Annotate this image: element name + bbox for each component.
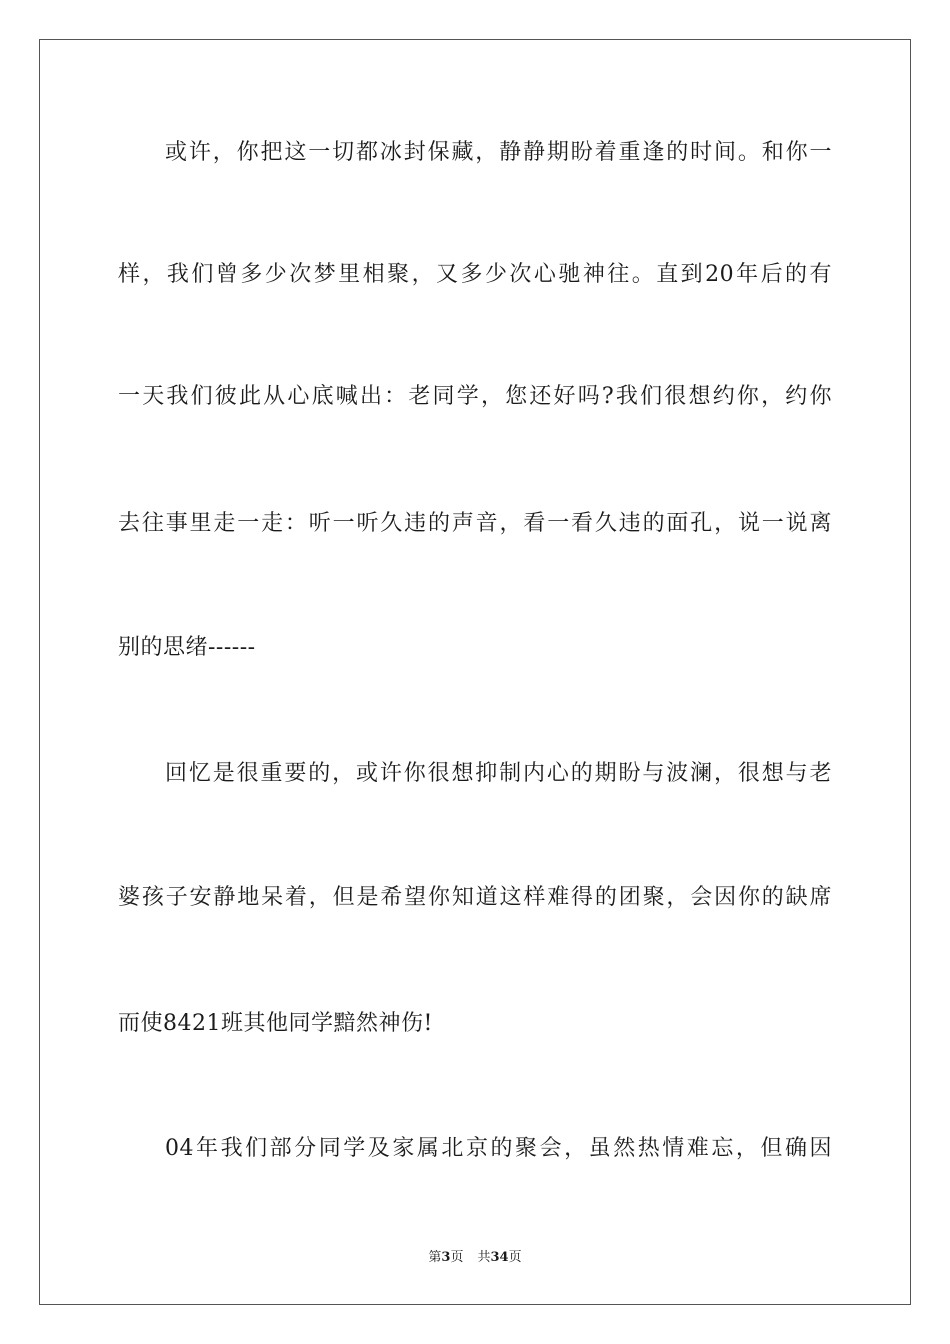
page-number: 3 [441,1250,451,1265]
text-line-5: 别的思绪------ [118,635,256,660]
text-line-6: 回忆是很重要的，或许你很想抑制内心的期盼与波澜，很想与老 [165,761,832,786]
total-pages: 34 [490,1250,509,1265]
text-line-4: 去往事里走一走：听一听久违的声音，看一看久违的面孔，说一说离 [118,511,832,536]
text-line-9: 04年我们部分同学及家属北京的聚会，虽然热情难忘，但确因 [165,1136,832,1161]
page-prefix: 第 [428,1250,442,1265]
text-line-2: 样，我们曾多少次梦里相聚，又多少次心驰神往。直到20年后的有 [118,262,832,287]
total-prefix: 共 [477,1250,491,1265]
text-line-8: 而使8421班其他同学黯然神伤! [118,1011,433,1036]
total-suffix: 页 [508,1250,522,1265]
text-line-3: 一天我们彼此从心底喊出：老同学，您还好吗?我们很想约你，约你 [118,384,832,409]
text-line-7: 婆孩子安静地呆着，但是希望你知道这样难得的团聚，会因你的缺席 [118,885,832,910]
text-line-1: 或许，你把这一切都冰封保藏，静静期盼着重逢的时间。和你一 [165,140,832,165]
page-suffix: 页 [450,1250,464,1265]
page-border [39,39,911,1305]
page-footer [0,1250,950,1266]
